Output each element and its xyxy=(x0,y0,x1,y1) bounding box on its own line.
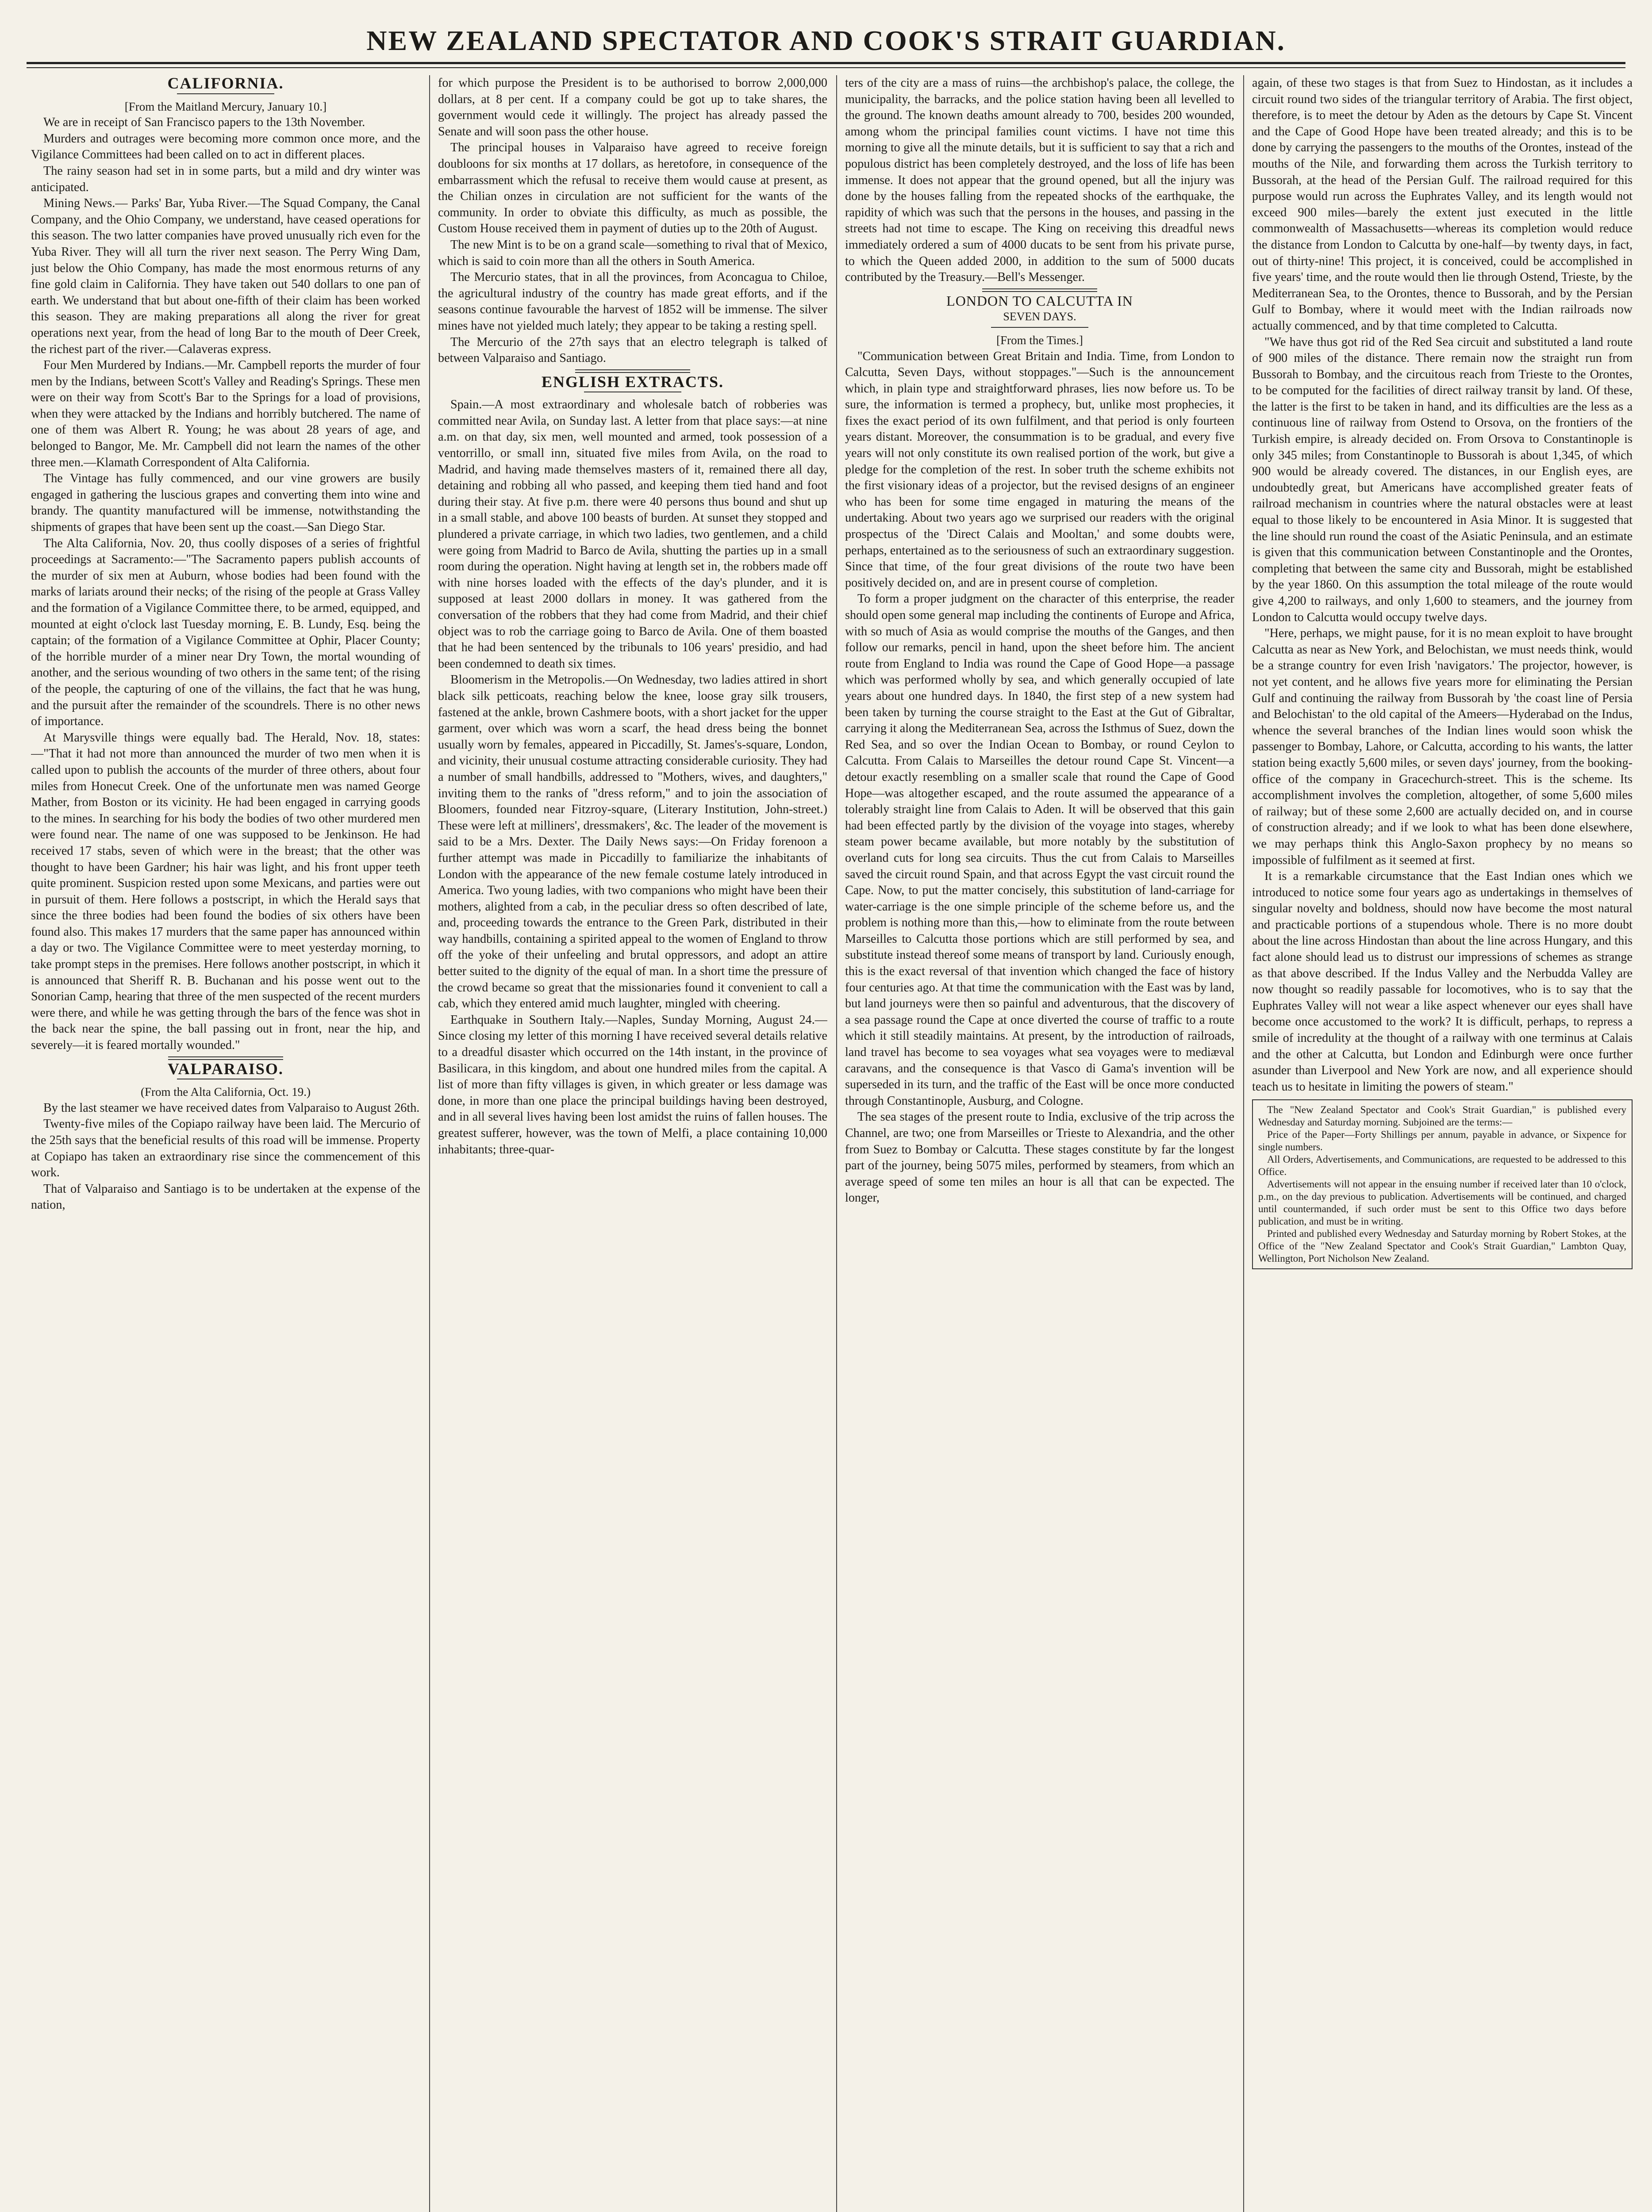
paragraph: To form a proper judgment on the character of this enterprise, the reader should open some general map including the continents of Europe and Africa, with so much of Asia as would comprise the mouths of the Ganges, and then follow our remarks, pencil in hand, upon the sheet before him. The ancient route from England to India was round the Cape of Good Hope—a passage which was performed wholly by sea, and which generally occupied of late years about one hundred days. In 1840, the first step of a new system had been taken by turning the course straight to the East at the Gut of Gibraltar, carrying it along the Mediterranean Sea, across the Isthmus of Suez, down the Red Sea, and so over the Indian Ocean to Bombay, or round Ceylon to Calcutta. From Calais to Marseilles the detour round Cape St. Vincent—a detour exactly resembling on a smaller scale that round the Cape of Good Hope—was altogether escaped, and the route assumed the appearance of a tolerably straight line from Calais to Aden. It will be observed that this gain had been effected partly by the division of the voyage into stages, whereby steam power became available, but more notably by the substitution of overland cuts for long sea circuits. Thus the cut from Calais to Marseilles saved the circuit round Spain, and that across Egypt the vast circuit round the Cape. Now, to put the matter concisely, this substitution of land-carriage for water-carriage is the one simple principle of the scheme before us, and the problem is nothing more than this,—how to eliminate from the route between Marseilles to Calcutta those portions which are still performed by sea, and substitute instead thereof some means of transport by land. Curiously enough, this is the exact reversal of that invention which changed the face of history four centuries ago. At that time the communication with the East was by land, but land journeys were then so painful and adventurous, that the discovery of a sea passage round the Cape at once diverted the course of traffic to a route which it still steadily maintains. At present, by the introduction of railroads, land travel has become to sea voyages what sea voyages were to mediæval caravans, and the consequence is that Vasco di Gama's invention will be superseded in its turn, and the traffic of the East will be once more conducted through Constantinople, Ausburg, and Cologne. xyxy=(845,592,1234,1108)
column-4 xyxy=(1252,75,1633,2212)
section-rule xyxy=(982,288,1097,292)
article-heading-valparaiso: VALPARAISO. xyxy=(168,1060,284,1078)
paragraph: The Alta California, Nov. 20, thus coolly disposes of a series of frightful proceedings at Sacramento:—"The Sacramento papers publish accounts of the murder of six men at Auburn, whose bodies had been found with the marks of lariats around their necks; of the rising of the people at Grass Valley and the formation of a Vigilance Committee there, to be armed, equipped, and mounted at eight o'clock last Tuesday morning, E. B. Lundy, Esq. being the captain; of the formation of a Vigilance Committee at Ophir, Placer County; of the horrible murder of a miner near Dry Town, the mortal wounding of another, and the serious wounding of two others in the same tent; of the rising of the people, the capturing of one of the villains, the fact that he was hung, and the pursuit after the remainder of the scoundrels. There is no other news of importance. xyxy=(31,536,420,729)
paragraph: It is a remarkable circumstance that the East Indian ones which we introduced to notice some four years ago as undertakings in themselves of singular novelty and boldness, should now have become the most natural and practicable portions of a stupendous whole. There is no more doubt about the line across Hindostan than about the line across Hungary, and this fact alone should lead us to distrust our impressions of schemes as strange as that above described. If the Indus Valley and the Nerbudda Valley are now thought so readily passable for locomotives, who is to say that the Euphrates Valley will not wear a like aspect whenever our eyes shall have become once accustomed to the work? It is difficult, perhaps, to repress a smile of incredulity at the thought of a railway with one terminus at Calais and the other at Calcutta, but London and Edinburgh were once further asunder than Liverpool and New York are now, and all experience should teach us to hesitate in limiting the powers of steam." xyxy=(1252,869,1633,1094)
section-rule xyxy=(168,1056,283,1060)
paragraph: At Marysville things were equally bad. The Herald, Nov. 18, states:—"That it had not more than announced the murder of two men when it is called upon to publish the accounts of the murder of three others, about four miles from Honecut Creek. One of the unfortunate men was named George Mather, from Boston or its vicinity. He had been engaged in carrying goods to the mines. In searching for his body the bodies of two other murdered men were found near. The name of one was supposed to be Jenkinson. He had received 17 stabs, seven of which were in the breast; that the other was thought to have been Gardner; his hair was light, and his front upper teeth quite prominent. Suspicion rested upon some Mexicans, and parties were out in pursuit of them. Here follows a postscript, in which the Herald says that since the three bodies had been found the bodies of six others have been found also. This makes 17 murders that the same paper has announced within a day or two. The Vigilance Committee were to meet yesterday morning, to take prompt steps in the premises. Here follows another postscript, in which it is announced that Sheriff R. B. Buchanan and his posse went out to the Sonorian Camp, hearing that three of the men suspected of the recent murders were there, and while he was getting through the bars of the fence was shot in the back near the spine, the ball passing out in front, near the hip, and severely—it is feared mortally wounded." xyxy=(31,730,420,1052)
paragraph: The principal houses in Valparaiso have agreed to receive foreign doubloons for six months at 17 dollars, as heretofore, in consequence of the embarrassment which the refusal to receive them would cause at present, as the Chilian onzes in circulation are not sufficient for the wants of the community. In order to obviate this difficulty, as much as possible, the Custom House received them in payment of duties up to the 20th of August. xyxy=(438,141,827,236)
paragraph: The Vintage has fully commenced, and our vine growers are busily engaged in gathering the luscious grapes and converting them into wine and brandy. The quantity manufactured will be immense, notwithstanding the shipments of grapes that have been sent up the coast.—San Diego Star. xyxy=(31,472,420,534)
notice-line: Printed and published every Wednesday and Saturday morning by Robert Stokes, at the Office of the "New Zealand Spectator and Cook's Strait Guardian," Lambton Quay, Wellington, Port Nicholson New Zealand. xyxy=(1258,1228,1626,1264)
paragraph: The Mercurio of the 27th says that an electro telegraph is talked of between Valparaiso and Santiago. xyxy=(438,335,827,365)
article-heading-english-extracts: ENGLISH EXTRACTS. xyxy=(541,373,724,391)
paragraph: "We have thus got rid of the Red Sea circuit and substituted a land route of 900 miles of the distance. There remain now the straight run from Bussorah to Bombay, and the circuitous reach from Trieste to the Orontes, to be computed for the facilities of direct railway transit by land. Of these, the latter is the first to be taken in hand, and its difficulties are the less as a continuous line of railway from Ostend to Orsova, on the frontiers of the Turkish empire, is already decided on. From Orsova to Constantinople is only 345 miles; from Constantinople to Bussorah is about 1,345, of which 900 would be already covered. The distances, in our English eyes, are undoubtedly great, but Americans have accomplished greater feats of railroad mechanism in countries where the natural obstacles were at least equal to those likely to be encountered in Asia Minor. It is suggested that the line should run round the coast of the Asiatic Peninsula, and an estimate is given that this communication between Constantinople and the Orontes, completing that between the same city and Bussorah, might be established by the year 1860. On this assumption the total mileage of the route would give 4,200 to railways, and only 1,600 to steamers, and the journey from London to Calcutta would occupy twelve days. xyxy=(1252,335,1633,624)
article-heading-california: CALIFORNIA. xyxy=(167,75,284,92)
column-1 xyxy=(31,75,420,2212)
paragraph: The new Mint is to be on a grand scale—something to rival that of Mexico, which is said to coin more than all the others in South America. xyxy=(438,238,827,268)
paragraph: "Communication between Great Britain and India. Time, from London to Calcutta, Seven Days, without stoppages."—Such is the announcement which, in plain type and straightforward phrases, lies now before us. To be sure, the information is termed a prophecy, but, unlike most prophecies, it fixes the exact period of its own fulfilment, and that period is only fourteen years distant. Moreover, the consummation is to be gradual, and every five years will not only constitute its own realised portion of the work, but give a pledge for the completion of the rest. In sober truth the scheme exhibits not the first visionary ideas of a projector, but the revised designs of an engineer who has been for some time engaged in maturing the means of the undertaking. About two years ago we surprised our readers with the original prospectus of the 'Direct Calais and Mooltan,' and some doubts were, perhaps, entertained as to the seriousness of such an extraordinary suggestion. Since that time, of the four great divisions of the route two have been positively decided on, and are in present course of completion. xyxy=(845,349,1234,590)
notice-line: Advertisements will not appear in the ensuing number if received later than 10 o'clock, p.m., on the day previous to publication. Advertisements will be continued, and charged until countermanded, if such order must be sent to this Office two days before publication, and must be in writing. xyxy=(1258,1179,1626,1227)
article-source: (From the Alta California, Oct. 19.) xyxy=(141,1085,311,1099)
paragraph: The rainy season had set in in some parts, but a mild and dry winter was anticipated. xyxy=(31,164,420,194)
section-rule xyxy=(575,369,690,373)
paragraph: for which purpose the President is to be authorised to borrow 2,000,000 dollars, at 8 per cent. If a company could be got up to take shares, the government would cede it willingly. The project has already passed the Senate and will soon pass the other house. xyxy=(438,76,827,138)
paragraph: Earthquake in Southern Italy.—Naples, Sunday Morning, August 24.—Since closing my letter of this morning I have received several details relative to a dreadful disaster which occurred on the 14th instant, in the province of Basilicara, in this kingdom, and about one hundred miles from the capital. A list of more than fifty villages is given, in which greater or less damage was done, in more than one place the principal buildings having been destroyed, and in all several lives having been lost amidst the ruins of fallen houses. The greatest sufferer, however, was the town of Melfi, a place containing 10,000 inhabitants; three-quar- xyxy=(438,1013,827,1156)
column-divider xyxy=(1243,75,1244,2212)
paragraph: Spain.—A most extraordinary and wholesale batch of robberies was committed near Avila, on Sunday last. A letter from that place says:—at nine a.m. on that day, six men, well mounted and armed, took possession of a ventorrillo, or small inn, situated five miles from Avila, on the road to Madrid, and having made themselves masters of it, remained there all day, detaining and robbing all who passed, and keeping them tied hand and foot during their stay. At five p.m. there were 40 persons thus bound and shut up in a small stable, and above 100 beasts of burden. At sunset they stopped and plundered a private carriage, in which two ladies, two gentlemen, and a child were going from Madrid to Barco de Avila, shutting the parties up in a small room during the operation. Night having at length set in, the robbers made off with nine horses loaded with the effects of the day's plunder, and it is supposed at least 2000 dollars in money. It was gathered from the conversation of the robbers that they had come from Madrid, and their chief object was to rob the carriage going to Barco de Avila. One of them boasted that he had been sentenced by the tribunals to 106 years' presidio, and had been condemned to death six times. xyxy=(438,398,827,671)
masthead-rule-thin xyxy=(27,67,1625,68)
paragraph: The Mercurio states, that in all the provinces, from Aconcagua to Chiloe, the agricultural industry of the country has made great efforts, and if the seasons continue favourable the harvest of 1852 will be immense. The silver mines have not yielded much lately; they appear to be taking a resting spell. xyxy=(438,270,827,333)
publication-notice xyxy=(1252,1099,1633,1269)
paragraph: Murders and outrages were becoming more common once more, and the Vigilance Committees had been called on to act in different places. xyxy=(31,131,420,162)
paragraph: Four Men Murdered by Indians.—Mr. Campbell reports the murder of four men by the Indians, between Scott's Valley and Reading's Springs. These men were on their way from Scott's Bar to the Springs for a load of provisions, when they were attacked by the Indians and horribly butchered. The name of one of them was Albert R. Young; he was about 28 years of age, and belonged to Bangor, Me. Mr. Campbell did not learn the names of the other three men.—Klamath Correspondent of Alta California. xyxy=(31,358,420,469)
column-divider xyxy=(836,75,837,2212)
paragraph: again, of these two stages is that from Suez to Hindostan, as it includes a circuit round two sides of the triangular territory of Arabia. The first object, therefore, is to meet the detour by Aden as the detours by Cape St. Vincent and the Cape of Good Hope have been treated already; and this is to be done by carrying the passengers to the mouths of the Orontes, instead of the mouths of the Nile, and forwarding them across the Turkish territory to Bussorah, at the head of the Persian Gulf. The railroad required for this purpose would run across the Euphrates Valley, and its length would not exceed 900 miles—barely the extent just executed in the little commonwealth of Massachusetts—whereas its completion would reduce the distance from London to Calcutta by one-half—by twenty days, in fact, out of thirty-nine! This project, it is conceived, could be accomplished in five years' time, and the route would then lie through Ostend, Trieste, by the Mediterranean Sea, to the Orontes, thence to Bussorah, and by the Persian Gulf to Bombay, where it would meet with the Indian railroads now actually commenced, and by that time completed to Calcutta. xyxy=(1252,76,1633,333)
article-source: [From the Maitland Mercury, January 10.] xyxy=(124,100,327,113)
paragraph: Twenty-five miles of the Copiapo railway have been laid. The Mercurio of the 25th says that the beneficial results of this road will be immense. Property at Copiapo has taken an extraordinary rise since the commencement of this work. xyxy=(31,1117,420,1180)
paragraph: We are in receipt of San Francisco papers to the 13th November. xyxy=(43,115,365,130)
article-heading-london-to-calcutta: LONDON TO CALCUTTA IN xyxy=(946,292,1133,309)
column-divider xyxy=(429,75,430,2212)
article-source: [From the Times.] xyxy=(996,333,1083,347)
notice-line: Price of the Paper—Forty Shillings per annum, payable in advance, or Sixpence for single numbers. xyxy=(1258,1129,1626,1153)
column-3 xyxy=(845,75,1234,2212)
paragraph: The sea stages of the present route to India, exclusive of the trip across the Channel, are two; one from Marseilles or Trieste to Alexandria, and the other from Suez to Bombay or Calcutta. These stages constitute by far the longest part of the journey, being 5075 miles, performed by steamers, from which an average speed of some ten miles an hour is all that can be expected. The longer, xyxy=(845,1110,1234,1205)
masthead-rule xyxy=(27,62,1625,64)
paragraph: Bloomerism in the Metropolis.—On Wednesday, two ladies attired in short black silk petticoats, reaching below the knee, loose gray silk trousers, fastened at the ankle, brown Cashmere boots, with a short jacket for the upper garment, over which was worn a scarf, the head dress being the bonnet usually worn by females, appeared in Piccadilly, St. James's-square, London, and vicinity, their unusual costume attracting considerable curiosity. They had a number of small handbills, addressed to "Mothers, wives, and daughters," inviting them to the ranks of "dress reform," and to join the association of Bloomers, founded near Fitzroy-square, (Literary Institution, John-street.) These were left at milliners', dressmakers', &c. The leader of the movement is said to be a Mrs. Dexter. The Daily News says:—On Friday forenoon a further attempt was made in Piccadilly to familiarize the inhabitants of London with the appearance of the new female costume lately introduced in America. Two young ladies, with two companions who might have been their mothers, alighted from a cab, in the peculiar dress so often described of late, and, proceeding towards the entrance to the Green Park, distributed in their way handbills, containing a spirited appeal to the women of England to throw off the yoke of their unfeeling and brutal oppressors, and adopt an attire better suited to the dignity of the equal of man. In a short time the pressure of the crowd became so great that the missionaries found it convenient to call a cab, which they entered amid much laughter, mingled with cheering. xyxy=(438,673,827,1011)
masthead: NEW ZEALAND SPECTATOR AND COOK'S STRAIT GUARDIAN. xyxy=(366,25,1286,56)
paragraph: By the last steamer we have received dates from Valparaiso to August 26th. xyxy=(43,1101,420,1115)
notice-line: All Orders, Advertisements, and Communications, are requested to be addressed to this Office. xyxy=(1258,1154,1626,1178)
paragraph: That of Valparaiso and Santiago is to be undertaken at the expense of the nation, xyxy=(31,1182,420,1212)
paragraph: "Here, perhaps, we might pause, for it is no mean exploit to have brought Calcutta as near as New York, and Belochistan, we must needs think, would be a strange country for even Irish 'navigators.' The projector, however, is not yet content, and he allows five years more for eliminating the Persian Gulf and continuing the railway from Bussorah by 'the coast line of Persia and Belochistan' to the old capital of the Ameers—Hyderabad on the Indus, whence the several branches of the Indian lines would soon whisk the passenger to Bombay, Lahore, or Calcutta, according to his wants, the latter station being exactly 5,600 miles, or seven days' journey, from the booking-office of the company in Gracechurch-street. This is the scheme. Its accomplishment involves the completion, altogether, of some 5,600 miles of railway; but of these some 2,600 are actually decided on, and in course of construction already; and if we look to what has been done elsewhere, we may perhaps think this Anglo-Saxon prophecy by no means so impossible of fulfilment as it seemed at first. xyxy=(1252,626,1633,867)
notice-line: The "New Zealand Spectator and Cook's Strait Guardian," is published every Wednesday and Saturday morning. Subjoined are the terms:— xyxy=(1258,1104,1626,1128)
paragraph: ters of the city are a mass of ruins—the archbishop's palace, the college, the municipality, the barracks, and the police station having been all levelled to the ground. The known deaths amount already to 700, besides 200 wounded, among whom the principal families count victims. I have not time this morning to give all the minute details, but it is sufficient to say that a rich and populous district has been completely destroyed, and the loss of life has been immense. It does not appear that the ground opened, but all the injury was done by the houses falling from the repeated shocks of the earthquake, the rapidity of which was such that the persons in the houses, and passing in the streets had not time to escape. The King on receiving this dreadful news immediately ordered a sum of 4000 ducats to be sent from his private purse, to which the Queen added 2000, in addition to the sum of 5000 ducats contributed by the Treasury.—Bell's Messenger. xyxy=(845,76,1234,284)
paragraph: Mining News.— Parks' Bar, Yuba River.—The Squad Company, the Canal Company, and the Ohio Company, we understand, have ceased operations for this season. The two latter companies have proved unusually rich even for the Yuba River. They will all turn the river next season. The Perry Wing Dam, just below the Ohio Company, has made the most enormous returns of any fine gold claim in California. They have taken out 540 dollars to one pan of earth. We understand that but about one-fifth of their claim has been worked this season. They are making preparations all along the river for great operations next year, from the head of long Bar to the mouth of Deer Creek, the richest part of the river.—Calaveras express. xyxy=(31,196,420,356)
heading-rule xyxy=(991,327,1088,328)
column-2 xyxy=(438,75,827,2212)
article-subheading: SEVEN DAYS. xyxy=(1003,310,1076,323)
heading-rule xyxy=(177,93,274,94)
